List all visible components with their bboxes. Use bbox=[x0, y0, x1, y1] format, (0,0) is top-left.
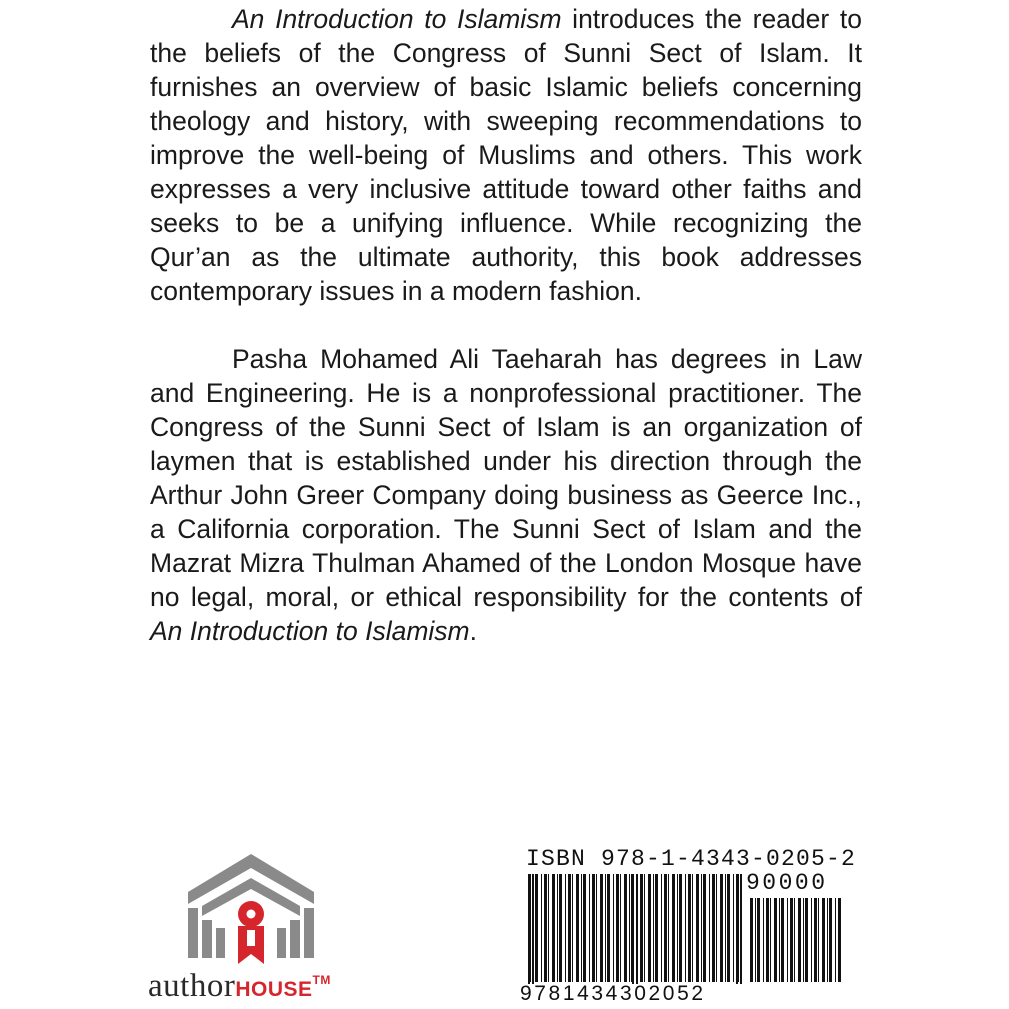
barcode-bar bbox=[640, 874, 643, 982]
barcode-bar bbox=[712, 874, 715, 982]
publisher-name bbox=[148, 968, 331, 1005]
barcode-bar bbox=[727, 874, 730, 982]
barcode-bar bbox=[629, 874, 630, 982]
barcode-bar bbox=[679, 874, 682, 982]
barcode-bar bbox=[664, 874, 667, 982]
barcode-bar bbox=[814, 898, 817, 982]
barcode-bar bbox=[596, 874, 597, 982]
barcode-bar bbox=[565, 874, 566, 982]
barcode-bar bbox=[624, 874, 627, 982]
barcode-bar bbox=[725, 874, 726, 982]
barcode-bar bbox=[790, 898, 793, 982]
barcode-bar bbox=[613, 874, 614, 982]
barcode-guard-bar bbox=[528, 874, 530, 984]
barcode-bar bbox=[605, 874, 606, 982]
barcode-bar bbox=[770, 898, 771, 982]
barcode-bar bbox=[655, 874, 658, 982]
publisher-name-author: author bbox=[148, 968, 236, 1004]
barcode-bar bbox=[692, 874, 693, 982]
barcode-bar bbox=[535, 874, 538, 982]
barcode-guard-bar bbox=[632, 874, 634, 984]
author-bio-end: . bbox=[469, 616, 477, 646]
barcode-bar bbox=[541, 874, 542, 982]
barcode-bar bbox=[827, 898, 828, 982]
barcode-bar bbox=[672, 874, 675, 982]
book-summary-text: introduces the reader to the beliefs of the Congress of Sunni Sect of Islam. It furnishes an overview of basic Islamic beliefs concerning theology and history, with sweeping recommendations to improve the well-being of Muslims and others. This work expresses a very inclusive attitude toward other faiths and seeks to be a unifying influence. While recognizing the Qur’an as the ultimate authority, this book addresses contemporary issues in a modern fashion. bbox=[150, 4, 862, 306]
barcode-bar bbox=[583, 874, 586, 982]
barcode-bar bbox=[648, 874, 651, 982]
barcode-bar bbox=[763, 898, 764, 982]
barcode-bar bbox=[779, 898, 780, 982]
publisher-house-icon bbox=[186, 852, 316, 964]
barcode-bar bbox=[616, 874, 619, 982]
barcode-bar bbox=[709, 874, 710, 982]
price-code: 90000 bbox=[746, 870, 828, 896]
barcode-bar bbox=[620, 874, 621, 982]
book-summary-paragraph bbox=[150, 2, 862, 308]
barcode-bar bbox=[568, 874, 571, 982]
barcode-guard-bar bbox=[740, 874, 742, 984]
barcode-bar bbox=[774, 898, 777, 982]
barcode-bar bbox=[716, 874, 717, 982]
ean-digits: 9781434302052 bbox=[520, 982, 706, 1005]
book-title-italic-2: An Introduction to Islamism bbox=[150, 616, 470, 646]
barcode-bar bbox=[798, 898, 801, 982]
barcode-bar bbox=[835, 898, 836, 982]
barcode-bar bbox=[720, 874, 723, 982]
barcode-bar bbox=[803, 898, 804, 982]
book-title-italic: An Introduction to Islamism bbox=[232, 4, 562, 34]
barcode-bar bbox=[794, 898, 795, 982]
barcode-bar bbox=[589, 874, 590, 982]
barcode-bar bbox=[559, 874, 562, 982]
back-cover-description bbox=[150, 2, 862, 648]
barcode-bar bbox=[829, 898, 832, 982]
barcode-bar bbox=[592, 874, 595, 982]
trademark-symbol: TM bbox=[312, 973, 331, 987]
barcode-bar bbox=[688, 874, 691, 982]
barcode-bar bbox=[757, 898, 760, 982]
barcode-bar bbox=[644, 874, 645, 982]
authorhouse-logo bbox=[148, 852, 368, 1002]
barcode-bar bbox=[838, 898, 841, 982]
barcode-bar bbox=[822, 898, 825, 982]
barcode-bar bbox=[572, 874, 573, 982]
barcode-bar bbox=[557, 874, 558, 982]
barcode-guard-bar bbox=[636, 874, 638, 984]
barcode-bar bbox=[805, 898, 808, 982]
barcode-guard-bar bbox=[736, 874, 738, 984]
barcode-bar bbox=[787, 898, 788, 982]
barcode-bar bbox=[677, 874, 678, 982]
barcode-bar bbox=[576, 874, 579, 982]
barcode-bar bbox=[581, 874, 582, 982]
barcode-bar bbox=[750, 898, 753, 982]
barcode-bar bbox=[668, 874, 669, 982]
author-bio-paragraph bbox=[150, 342, 862, 648]
barcode-bar bbox=[766, 898, 769, 982]
barcode-bar bbox=[661, 874, 662, 982]
barcode-bar bbox=[653, 874, 654, 982]
barcode-bar bbox=[811, 898, 812, 982]
barcode-bar bbox=[703, 874, 706, 982]
barcode-bar bbox=[552, 874, 555, 982]
barcode-bar bbox=[755, 898, 756, 982]
barcode-bar bbox=[696, 874, 699, 982]
publisher-name-house: HOUSE bbox=[235, 978, 313, 1001]
author-bio-text: Pasha Mohamed Ali Taeharah has degrees in Law and Engineering. He is a nonprofessional practitioner. The Congress of the Sunni Sect of Islam is an organization of laymen that is established under his direction through the Arthur John Greer Company doing business as Geerce Inc., a California corporation. The Sunni Sect of Islam and the Mazrat Mizra Thulman Ahamed of the London Mosque have no legal, moral, or ethical responsibility for the contents of bbox=[150, 344, 862, 612]
isbn-barcode bbox=[520, 846, 857, 1006]
barcode-bar bbox=[685, 874, 686, 982]
barcode-bar bbox=[600, 874, 603, 982]
barcode-bar bbox=[733, 874, 734, 982]
barcode-bar bbox=[548, 874, 549, 982]
barcode-bar bbox=[701, 874, 702, 982]
barcode-guard-bar bbox=[532, 874, 534, 984]
barcode-bar bbox=[607, 874, 610, 982]
barcode-bar bbox=[781, 898, 784, 982]
barcode-bar bbox=[818, 898, 819, 982]
isbn-label: ISBN 978-1-4343-0205-2 bbox=[526, 846, 857, 872]
barcode-bar bbox=[544, 874, 547, 982]
